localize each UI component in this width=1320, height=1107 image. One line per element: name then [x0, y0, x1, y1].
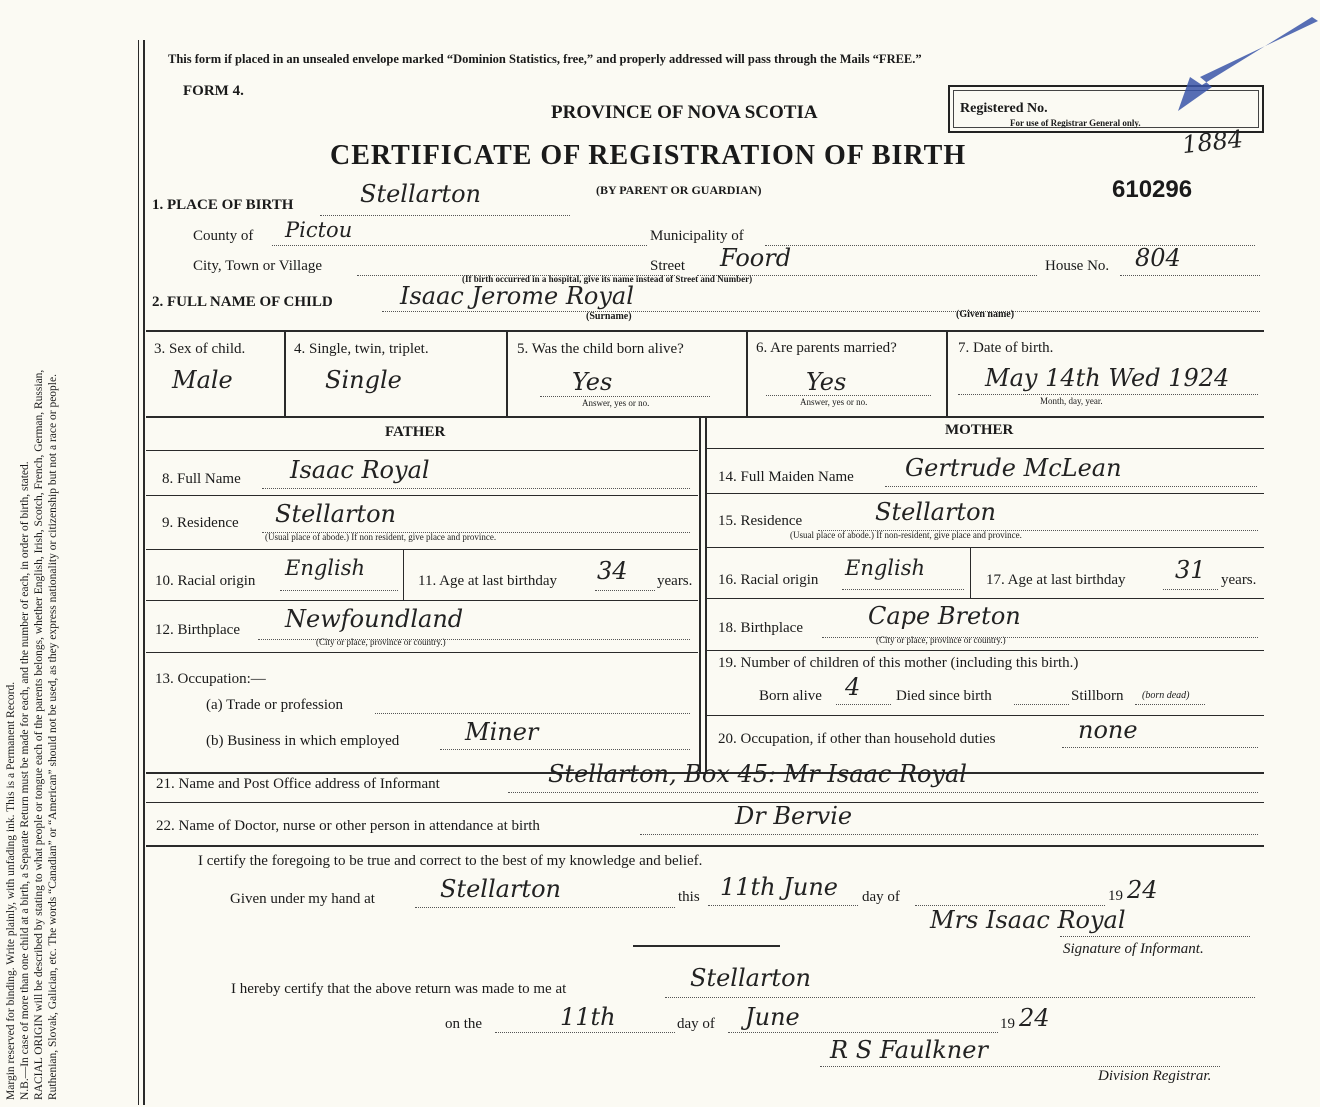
house-value: 804	[1135, 244, 1181, 272]
mother-name-label: 14. Full Maiden Name	[718, 469, 854, 485]
registered-note: For use of Registrar General only.	[1010, 118, 1141, 128]
single-value: Single	[325, 366, 402, 394]
hospital-note: (If birth occurred in a hospital, give its name instead of Street and Number)	[462, 274, 753, 284]
father-birthplace-note: (City or place, province or country.)	[316, 637, 446, 647]
registrar-day: 11th	[560, 1003, 616, 1031]
registered-label: Registered No.	[960, 101, 1048, 116]
arrow-icon	[1160, 15, 1320, 115]
father-business-value: Miner	[465, 718, 539, 746]
mother-years: years.	[1221, 572, 1257, 588]
father-age-label: 11. Age at last birthday	[418, 573, 557, 589]
given-name-label: (Given name)	[956, 309, 1015, 320]
date-value: May 14th Wed 1924	[985, 364, 1230, 392]
year-prefix: 19	[1108, 888, 1123, 904]
alive-label: 5. Was the child born alive?	[517, 341, 684, 357]
registrar-year: 24	[1019, 1004, 1050, 1032]
registrar-month: June	[745, 1003, 800, 1031]
father-occupation-label: 13. Occupation:—	[155, 671, 266, 687]
alive-value: Yes	[572, 368, 613, 396]
sex-value: Male	[172, 366, 233, 394]
registrar-place: Stellarton	[690, 964, 811, 992]
informant-value: Stellarton, Box 45: Mr Isaac Royal	[548, 760, 967, 788]
stillborn-label: Stillborn	[1071, 688, 1124, 704]
father-residence-note: (Usual place of abode.) If non resident, give place and province.	[265, 532, 497, 542]
province-heading: PROVINCE OF NOVA SCOTIA	[551, 102, 818, 123]
informant-signature: Mrs Isaac Royal	[930, 906, 1126, 934]
margin-line	[143, 40, 145, 1105]
place-label: 1. PLACE OF BIRTH	[152, 197, 294, 213]
sex-label: 3. Sex of child.	[154, 341, 246, 357]
mother-residence-note: (Usual place of abode.) If non-resident, give place and province.	[790, 530, 1022, 540]
city-label: City, Town or Village	[193, 258, 323, 274]
mother-occupation-value: none	[1078, 716, 1138, 744]
father-origin-label: 10. Racial origin	[155, 573, 256, 589]
surname-label: (Surname)	[586, 311, 632, 322]
father-years: years.	[657, 573, 693, 589]
alive-note: Answer, yes or no.	[582, 398, 650, 408]
signature-label: Signature of Informant.	[1063, 941, 1204, 957]
registered-number: 1884	[1180, 124, 1245, 160]
father-business-label: (b) Business in which employed	[206, 733, 400, 749]
sidebar-instructions	[4, 40, 60, 1100]
registrar-signature-label: Division Registrar.	[1098, 1068, 1212, 1084]
born-alive-value: 4	[845, 673, 861, 701]
father-birthplace-value: Newfoundland	[285, 605, 464, 633]
father-residence-value: Stellarton	[275, 500, 396, 528]
subtitle: (BY PARENT OR GUARDIAN)	[596, 183, 762, 197]
mother-name-value: Gertrude McLean	[905, 454, 1122, 482]
this-label: this	[678, 889, 700, 905]
mother-birthplace-note: (City or place, province or country.)	[876, 635, 1006, 645]
married-note: Answer, yes or no.	[800, 397, 868, 407]
street-value: Foord	[720, 244, 792, 272]
day-of-label: day of	[862, 889, 900, 905]
mail-notice: This form if placed in an unsealed envelope marked “Dominion Statistics, free,” and properly addressed will pass through the Mails “FREE.”	[168, 52, 922, 66]
registrar-statement: I hereby certify that the above return was made to me at	[231, 981, 567, 997]
form-number: FORM 4.	[183, 83, 244, 99]
margin-line	[138, 40, 139, 1105]
date-note: Month, day, year.	[1040, 396, 1103, 406]
sidebar-line: N.B.—In case of more than one child at a birth, a Separate Return must be made for each, and the number of each, in order of birth, stated.	[19, 461, 31, 1100]
father-residence-label: 9. Residence	[162, 515, 239, 531]
certificate-number: 610296	[1112, 176, 1193, 203]
father-age-value: 34	[597, 557, 628, 585]
county-value: Pictou	[285, 218, 353, 242]
mother-origin-value: English	[845, 556, 926, 580]
date-label: 7. Date of birth.	[958, 340, 1054, 356]
mother-origin-label: 16. Racial origin	[718, 572, 819, 588]
father-heading: FATHER	[385, 424, 446, 440]
given-place: Stellarton	[440, 875, 561, 903]
single-label: 4. Single, twin, triplet.	[294, 341, 429, 357]
mother-residence-label: 15. Residence	[718, 513, 803, 529]
died-label: Died since birth	[896, 688, 992, 704]
mother-age-label: 17. Age at last birthday	[986, 572, 1126, 588]
year-value: 24	[1127, 876, 1158, 904]
mother-occupation-label: 20. Occupation, if other than household duties	[718, 731, 996, 747]
this-value: 11th June	[720, 873, 839, 901]
page-title: CERTIFICATE OF REGISTRATION OF BIRTH	[330, 140, 967, 171]
sidebar-line: RACIAL ORIGIN will be described by stating to what people or tongue each of the parents belongs, whether English, Irish, Scotch, French, German, Russian,	[33, 369, 45, 1100]
on-the-label: on the	[445, 1016, 483, 1032]
married-value: Yes	[806, 368, 847, 396]
child-name-value: Isaac Jerome Royal	[400, 282, 634, 310]
mother-age-value: 31	[1175, 556, 1206, 584]
mother-heading: MOTHER	[945, 422, 1014, 438]
father-trade-label: (a) Trade or profession	[206, 697, 344, 713]
mother-children-label: 19. Number of children of this mother (including this birth.)	[718, 655, 1079, 671]
father-birthplace-label: 12. Birthplace	[155, 622, 240, 638]
informant-label: 21. Name and Post Office address of Informant	[156, 776, 440, 792]
municipality-label: Municipality of	[650, 228, 744, 244]
sidebar-line: Ruthenian, Slovak, Galician, etc. The words “Canadian” or “American” should not be used, as they express nationality or citizenship but not a race or people.	[47, 374, 59, 1100]
mother-birthplace-value: Cape Breton	[868, 602, 1021, 630]
registrar-signature: R S Faulkner	[830, 1036, 988, 1064]
doctor-label: 22. Name of Doctor, nurse or other person in attendance at birth	[156, 818, 540, 834]
certify-statement: I certify the foregoing to be true and correct to the best of my knowledge and belief.	[198, 853, 703, 869]
county-label: County of	[193, 228, 254, 244]
given-label: Given under my hand at	[230, 891, 375, 907]
born-alive-label: Born alive	[759, 688, 822, 704]
father-name-label: 8. Full Name	[162, 471, 241, 487]
stillborn-note: (born dead)	[1142, 690, 1190, 701]
house-label: House No.	[1045, 258, 1110, 274]
father-origin-value: English	[285, 556, 366, 580]
married-label: 6. Are parents married?	[756, 340, 897, 356]
registrar-day-of-label: day of	[677, 1016, 715, 1032]
father-name-value: Isaac Royal	[290, 456, 430, 484]
sidebar-line: Margin reserved for binding. Write plainly, with unfading ink. This is a Permanent Record.	[5, 681, 17, 1100]
child-name-label: 2. FULL NAME OF CHILD	[152, 294, 333, 310]
place-value: Stellarton	[360, 180, 481, 208]
doctor-value: Dr Bervie	[735, 802, 853, 830]
street-label: Street	[650, 258, 685, 274]
registrar-year-prefix: 19	[1000, 1016, 1015, 1032]
mother-birthplace-label: 18. Birthplace	[718, 620, 803, 636]
mother-residence-value: Stellarton	[875, 498, 996, 526]
